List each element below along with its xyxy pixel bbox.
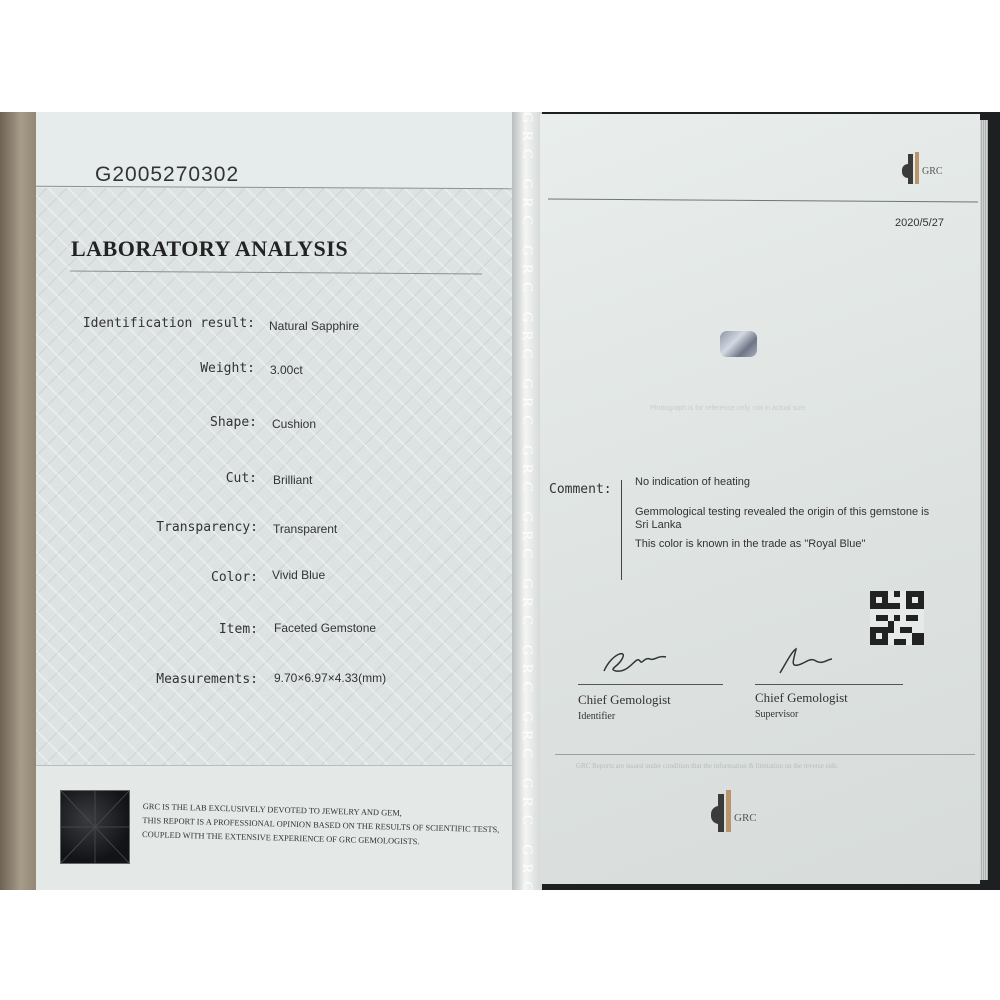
right-footer-divider [555,754,975,755]
gemstone-photo [720,331,757,357]
photo-note: Photograph is for reference only, not in actual size [650,405,806,412]
field-value-color: Vivid Blue [272,568,326,582]
field-value-measurements: 9.70×6.97×4.33(mm) [274,671,387,685]
signature-identifier-icon [600,645,670,677]
gutter-watermark: GRC GRC GRC GRC GRC GRC GRC GRC GRC GRC GRC GRC GRC [519,112,535,966]
hologram-seal-icon [60,790,130,864]
field-value-item: Faceted Gemstone [274,621,377,635]
terms-note: GRC Reports are issued under condition that the information & limitation on the reverse side. [576,762,839,770]
field-label-weight: Weight: [200,361,255,376]
comment-heating: No indication of heating [635,476,750,488]
field-value-cut: Brilliant [273,473,313,487]
logo-text: GRC [922,166,943,177]
signature-supervisor-icon [776,645,836,677]
grc-bottom-logo-icon [710,788,770,844]
field-label-shape: Shape: [210,415,257,430]
field-value-transparency: Transparent [273,522,338,536]
comment-divider [621,480,622,580]
comment-origin: Gemmological testing revealed the origin of this gemstone is Sri Lanka [635,506,930,531]
field-value-identification: Natural Sapphire [269,319,360,333]
disclaimer-line: GRC IS THE LAB EXCLUSIVELY DEVOTED TO JEWELRY AND GEM, [142,801,402,818]
field-label-identification: Identification result: [82,316,255,331]
qr-code-icon [870,590,924,646]
field-label-color: Color: [211,570,258,585]
field-label-item: Item: [218,622,258,637]
field-label-transparency: Transparency: [156,520,258,535]
signer-title-identifier: Chief Gemologist [578,692,671,707]
field-label-cut: Cut: [225,471,257,486]
signature-line-supervisor [755,684,903,685]
report-number: G2005270302 [95,163,240,186]
left-page [36,112,514,890]
report-date: 2020/5/27 [895,217,944,229]
disclaimer-line: THIS REPORT IS A PROFESSIONAL OPINION BASED ON THE RESULTS OF SCIENTIFIC TESTS, [142,815,500,835]
page-title: LABORATORY ANALYSIS [71,236,349,261]
page-edges [980,120,988,880]
disclaimer-line: COUPLED WITH THE EXTENSIVE EXPERIENCE OF GRC GEMOLOGISTS. [141,829,420,847]
bottom-logo-text: GRC [734,812,757,824]
grc-logo-icon [902,150,952,192]
signer-role-identifier: Identifier [578,711,616,722]
signer-role-supervisor: Supervisor [755,709,799,720]
field-label-measurements: Measurements: [156,672,258,687]
signer-title-supervisor: Chief Gemologist [755,690,848,705]
field-value-weight: 3.00ct [270,363,303,377]
signature-line-identifier [578,684,723,685]
comment-label: Comment: [549,482,612,497]
field-value-shape: Cushion [272,417,317,431]
comment-color-trade: This color is known in the trade as "Royal Blue" [635,538,866,550]
